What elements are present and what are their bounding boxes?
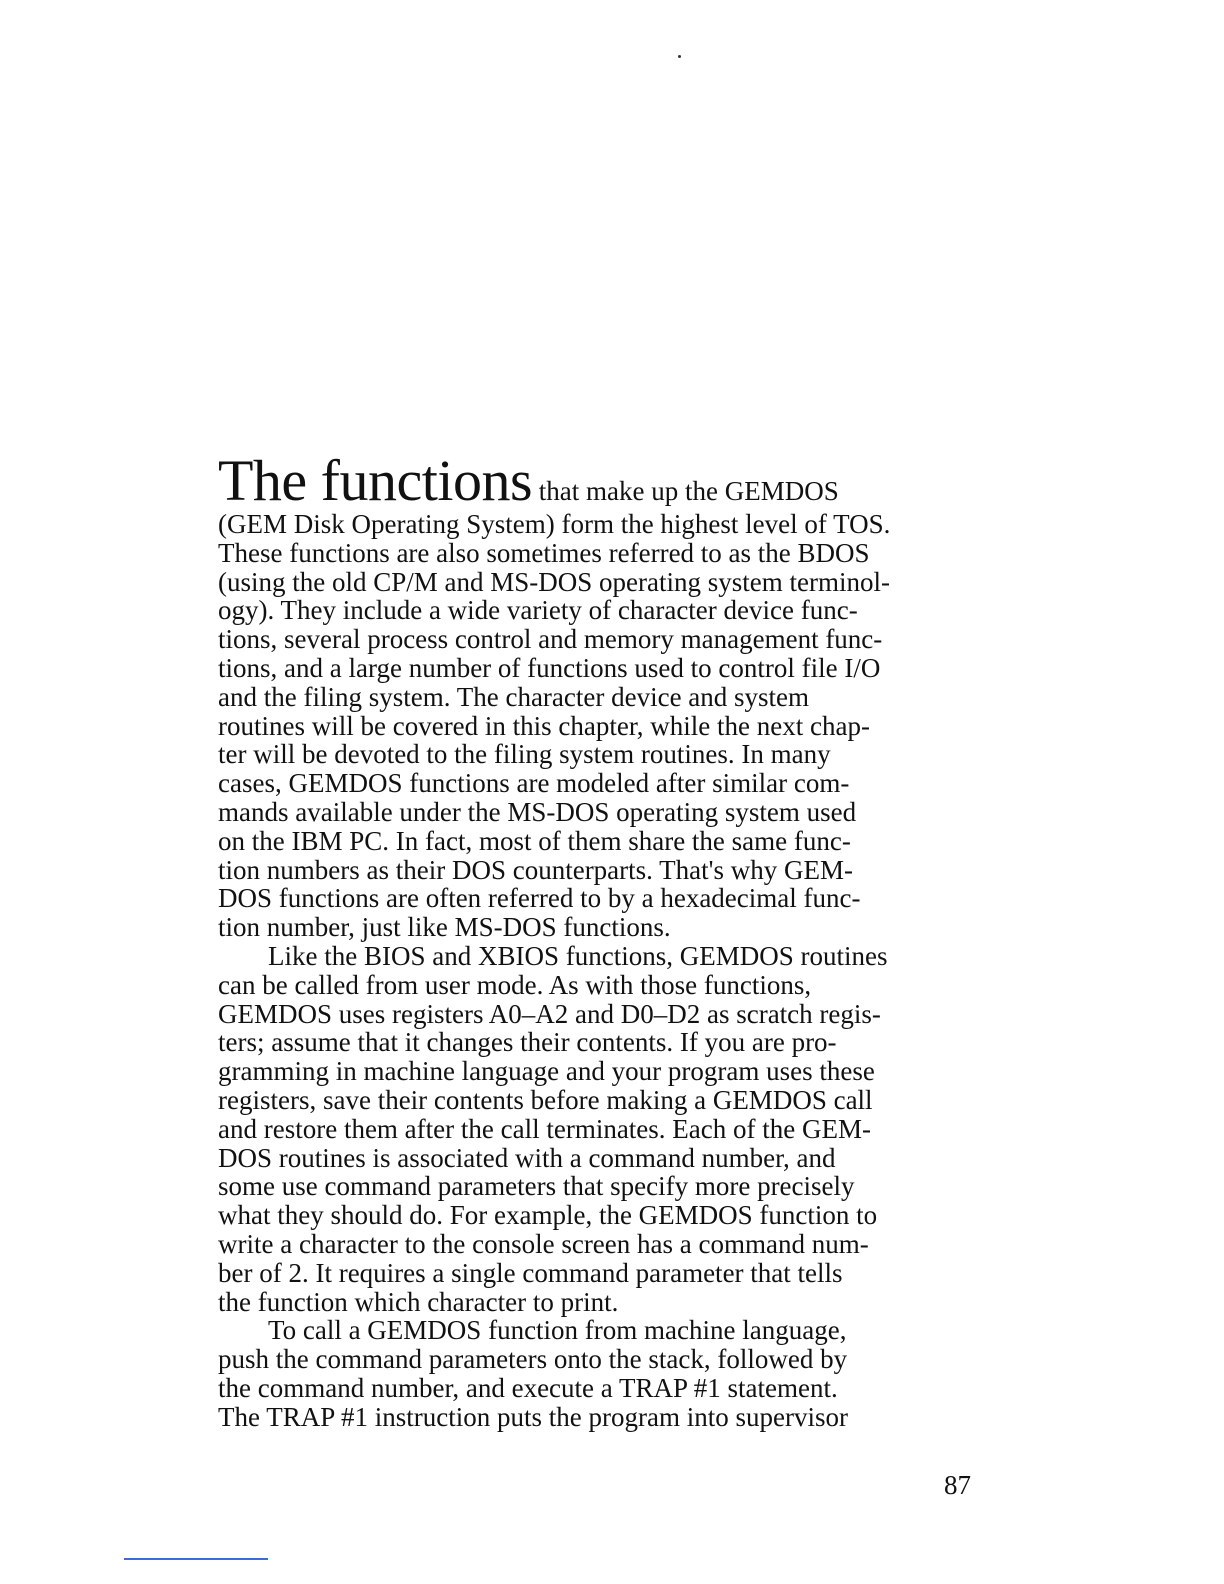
scan-speck	[678, 55, 681, 58]
text-line: and the filing system. The character device and system	[218, 681, 810, 712]
text-line: DOS functions are often referred to by a hexadecimal func-	[218, 883, 861, 914]
text-line: can be called from user mode. As with those functions,	[218, 969, 812, 1000]
text-line: ter will be devoted to the filing system routines. In many	[218, 739, 831, 770]
text-line: (using the old CP/M and MS-DOS operating system terminol-	[218, 566, 890, 597]
text-line: on the IBM PC. In fact, most of them share the same func-	[218, 825, 851, 856]
text-line: the command number, and execute a TRAP #1 statement.	[218, 1372, 838, 1403]
text-line: the function which character to print.	[218, 1286, 619, 1317]
text-line: some use command parameters that specify more precisely	[218, 1171, 855, 1202]
text-line: tion number, just like MS-DOS functions.	[218, 912, 671, 943]
text-line: cases, GEMDOS functions are modeled after similar com-	[218, 768, 850, 799]
text-line: registers, save their contents before making a GEMDOS call	[218, 1084, 873, 1115]
lead-rest: that make up the GEMDOS	[532, 476, 839, 506]
text-line: tions, and a large number of functions used to control file I/O	[218, 652, 881, 683]
text-line: ters; assume that it changes their contents. If you are pro-	[218, 1027, 837, 1058]
text-line: (GEM Disk Operating System) form the highest level of TOS.	[218, 509, 891, 539]
text-line: These functions are also sometimes referred to as the BDOS	[218, 537, 870, 568]
text-line: ber of 2. It requires a single command parameter that tells	[218, 1257, 843, 1288]
lead-words: The functions	[218, 448, 533, 513]
text-line: Like the BIOS and XBIOS functions, GEMDOS routines	[268, 940, 888, 971]
text-line: ogy). They include a wide variety of character device func-	[218, 595, 858, 626]
bottom-rule	[124, 1558, 268, 1560]
text-line: and restore them after the call terminates. Each of the GEM-	[218, 1113, 871, 1144]
text-line: tion numbers as their DOS counterparts. That's why GEM-	[218, 854, 854, 885]
text-line: mands available under the MS-DOS operating system used	[218, 796, 857, 827]
text-line: gramming in machine language and your program uses these	[218, 1056, 875, 1087]
paragraph-3	[218, 1316, 998, 1431]
page-number: 87	[944, 1470, 971, 1500]
text-line: tions, several process control and memory management func-	[218, 624, 883, 655]
body-text	[218, 448, 998, 1432]
paragraph-2	[218, 942, 998, 1316]
text-line: The TRAP #1 instruction puts the program into supervisor	[218, 1401, 848, 1432]
lead-line	[218, 448, 998, 513]
paragraph-1	[218, 510, 998, 942]
text-line: To call a GEMDOS function from machine language,	[268, 1315, 847, 1346]
text-line: what they should do. For example, the GEMDOS function to	[218, 1200, 878, 1231]
text-line: GEMDOS uses registers A0–A2 and D0–D2 as scratch regis-	[218, 998, 881, 1029]
text-line: push the command parameters onto the stack, followed by	[218, 1344, 848, 1375]
text-line: write a character to the console screen has a command num-	[218, 1228, 869, 1259]
text-line: DOS routines is associated with a command number, and	[218, 1142, 836, 1173]
text-line: routines will be covered in this chapter, while the next chap-	[218, 710, 870, 741]
